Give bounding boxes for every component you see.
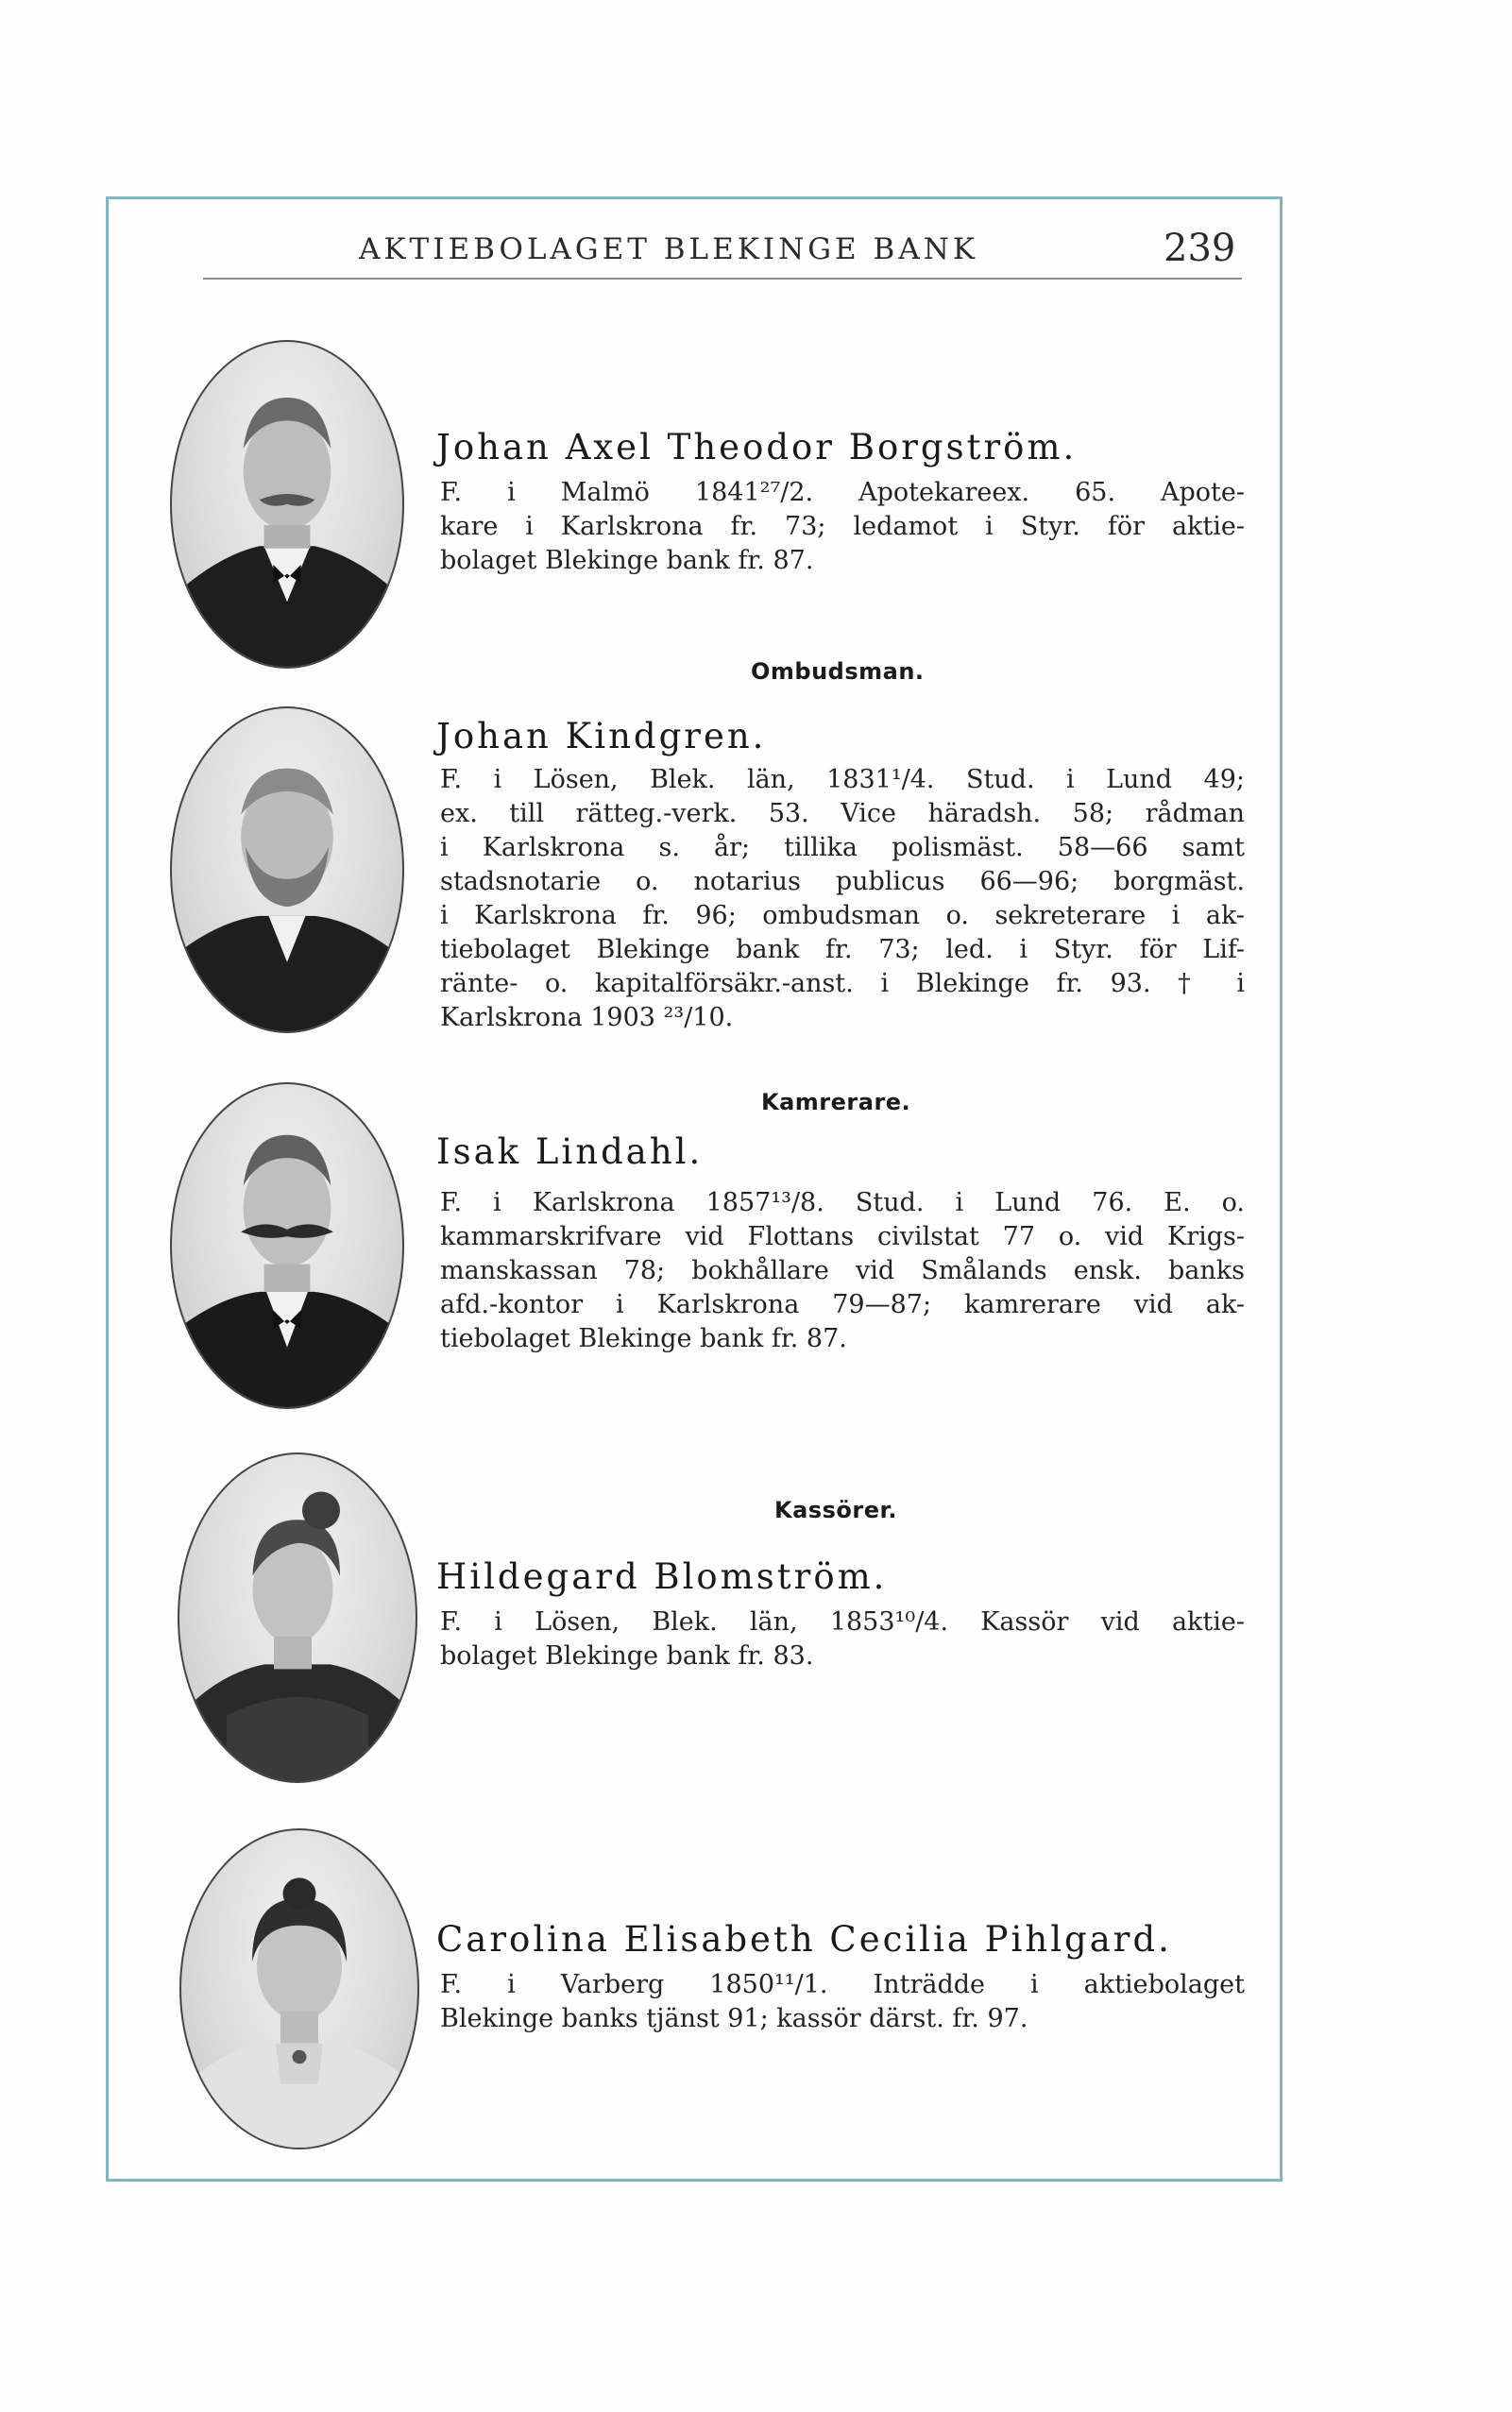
name-lindahl: Isak Lindahl. <box>436 1131 704 1172</box>
section-heading-kamrerare: Kamrerare. <box>761 1089 911 1115</box>
bio-line: i Karlskrona fr. 96; ombudsman o. sekreterare i ak- <box>440 901 1245 930</box>
bio-line: kammarskrifvare vid Flottans civilstat 77 o. vid Krigs- <box>440 1222 1245 1251</box>
bio-line: bolaget Blekinge bank fr. 87. <box>440 546 814 575</box>
section-heading-kassorer: Kassörer. <box>774 1497 897 1523</box>
portrait-borgstrom <box>170 340 404 669</box>
bio-line: F. i Lösen, Blek. län, 1853¹⁰/4. Kassör vid aktie- <box>440 1607 1245 1637</box>
name-borgstrom: Johan Axel Theodor Borgström. <box>436 427 1078 467</box>
bio-borgstrom <box>440 476 1245 578</box>
male-portrait-icon <box>172 708 402 1031</box>
bio-line: F. i Karlskrona 1857¹³/8. Stud. i Lund 76. E. o. <box>440 1188 1245 1217</box>
bio-line: manskassan 78; bokhållare vid Smålands ensk. banks <box>440 1256 1245 1285</box>
bio-kindgren <box>440 763 1245 1035</box>
bio-blomstrom <box>440 1605 1245 1673</box>
bio-line: F. i Varberg 1850¹¹/1. Inträdde i aktiebolaget <box>440 1970 1245 1999</box>
bio-line: i Karlskrona s. år; tillika polismäst. 58—66 samt <box>440 833 1245 862</box>
male-portrait-icon <box>172 342 402 667</box>
male-portrait-icon <box>172 1084 402 1407</box>
bio-line: kare i Karlskrona fr. 73; ledamot i Styr. för aktie- <box>440 512 1245 541</box>
bio-line: ränte- o. kapitalförsäkr.-anst. i Blekinge fr. 93. † i <box>440 969 1245 998</box>
name-kindgren: Johan Kindgren. <box>436 716 767 756</box>
female-portrait-icon <box>179 1454 416 1781</box>
bio-line: stadsnotarie o. notarius publicus 66—96; borgmäst. <box>440 867 1245 896</box>
section-heading-ombudsman: Ombudsman. <box>751 658 925 685</box>
bio-line: Blekinge banks tjänst 91; kassör därst. fr. 97. <box>440 2004 1028 2033</box>
female-portrait-icon <box>181 1830 417 2148</box>
page-number: 239 <box>1164 227 1236 270</box>
bio-line: F. i Lösen, Blek. län, 1831¹/4. Stud. i Lund 49; <box>440 765 1245 794</box>
bio-line: bolaget Blekinge bank fr. 83. <box>440 1641 814 1671</box>
bio-line: F. i Malmö 1841²⁷/2. Apotekareex. 65. Apote- <box>440 478 1245 507</box>
bio-line: tiebolaget Blekinge bank fr. 73; led. i Styr. för Lif- <box>440 935 1245 964</box>
name-blomstrom: Hildegard Blomström. <box>436 1556 888 1597</box>
bio-line: afd.-kontor i Karlskrona 79—87; kamrerare vid ak- <box>440 1290 1245 1319</box>
portrait-lindahl <box>170 1082 404 1409</box>
portrait-kindgren <box>170 706 404 1033</box>
bio-line: Karlskrona 1903 ²³/10. <box>440 1003 734 1032</box>
running-title: AKTIEBOLAGET BLEKINGE BANK <box>359 232 978 266</box>
bio-lindahl <box>440 1186 1245 1356</box>
name-pihlgard: Carolina Elisabeth Cecilia Pihlgard. <box>436 1919 1172 1960</box>
portrait-pihlgard <box>179 1828 419 2149</box>
bio-line: ex. till rätteg.-verk. 53. Vice häradsh. 58; rådman <box>440 799 1245 828</box>
header-rule <box>203 278 1242 280</box>
bio-pihlgard <box>440 1968 1245 2036</box>
bio-line: tiebolaget Blekinge bank fr. 87. <box>440 1324 847 1353</box>
portrait-blomstrom <box>178 1452 417 1783</box>
